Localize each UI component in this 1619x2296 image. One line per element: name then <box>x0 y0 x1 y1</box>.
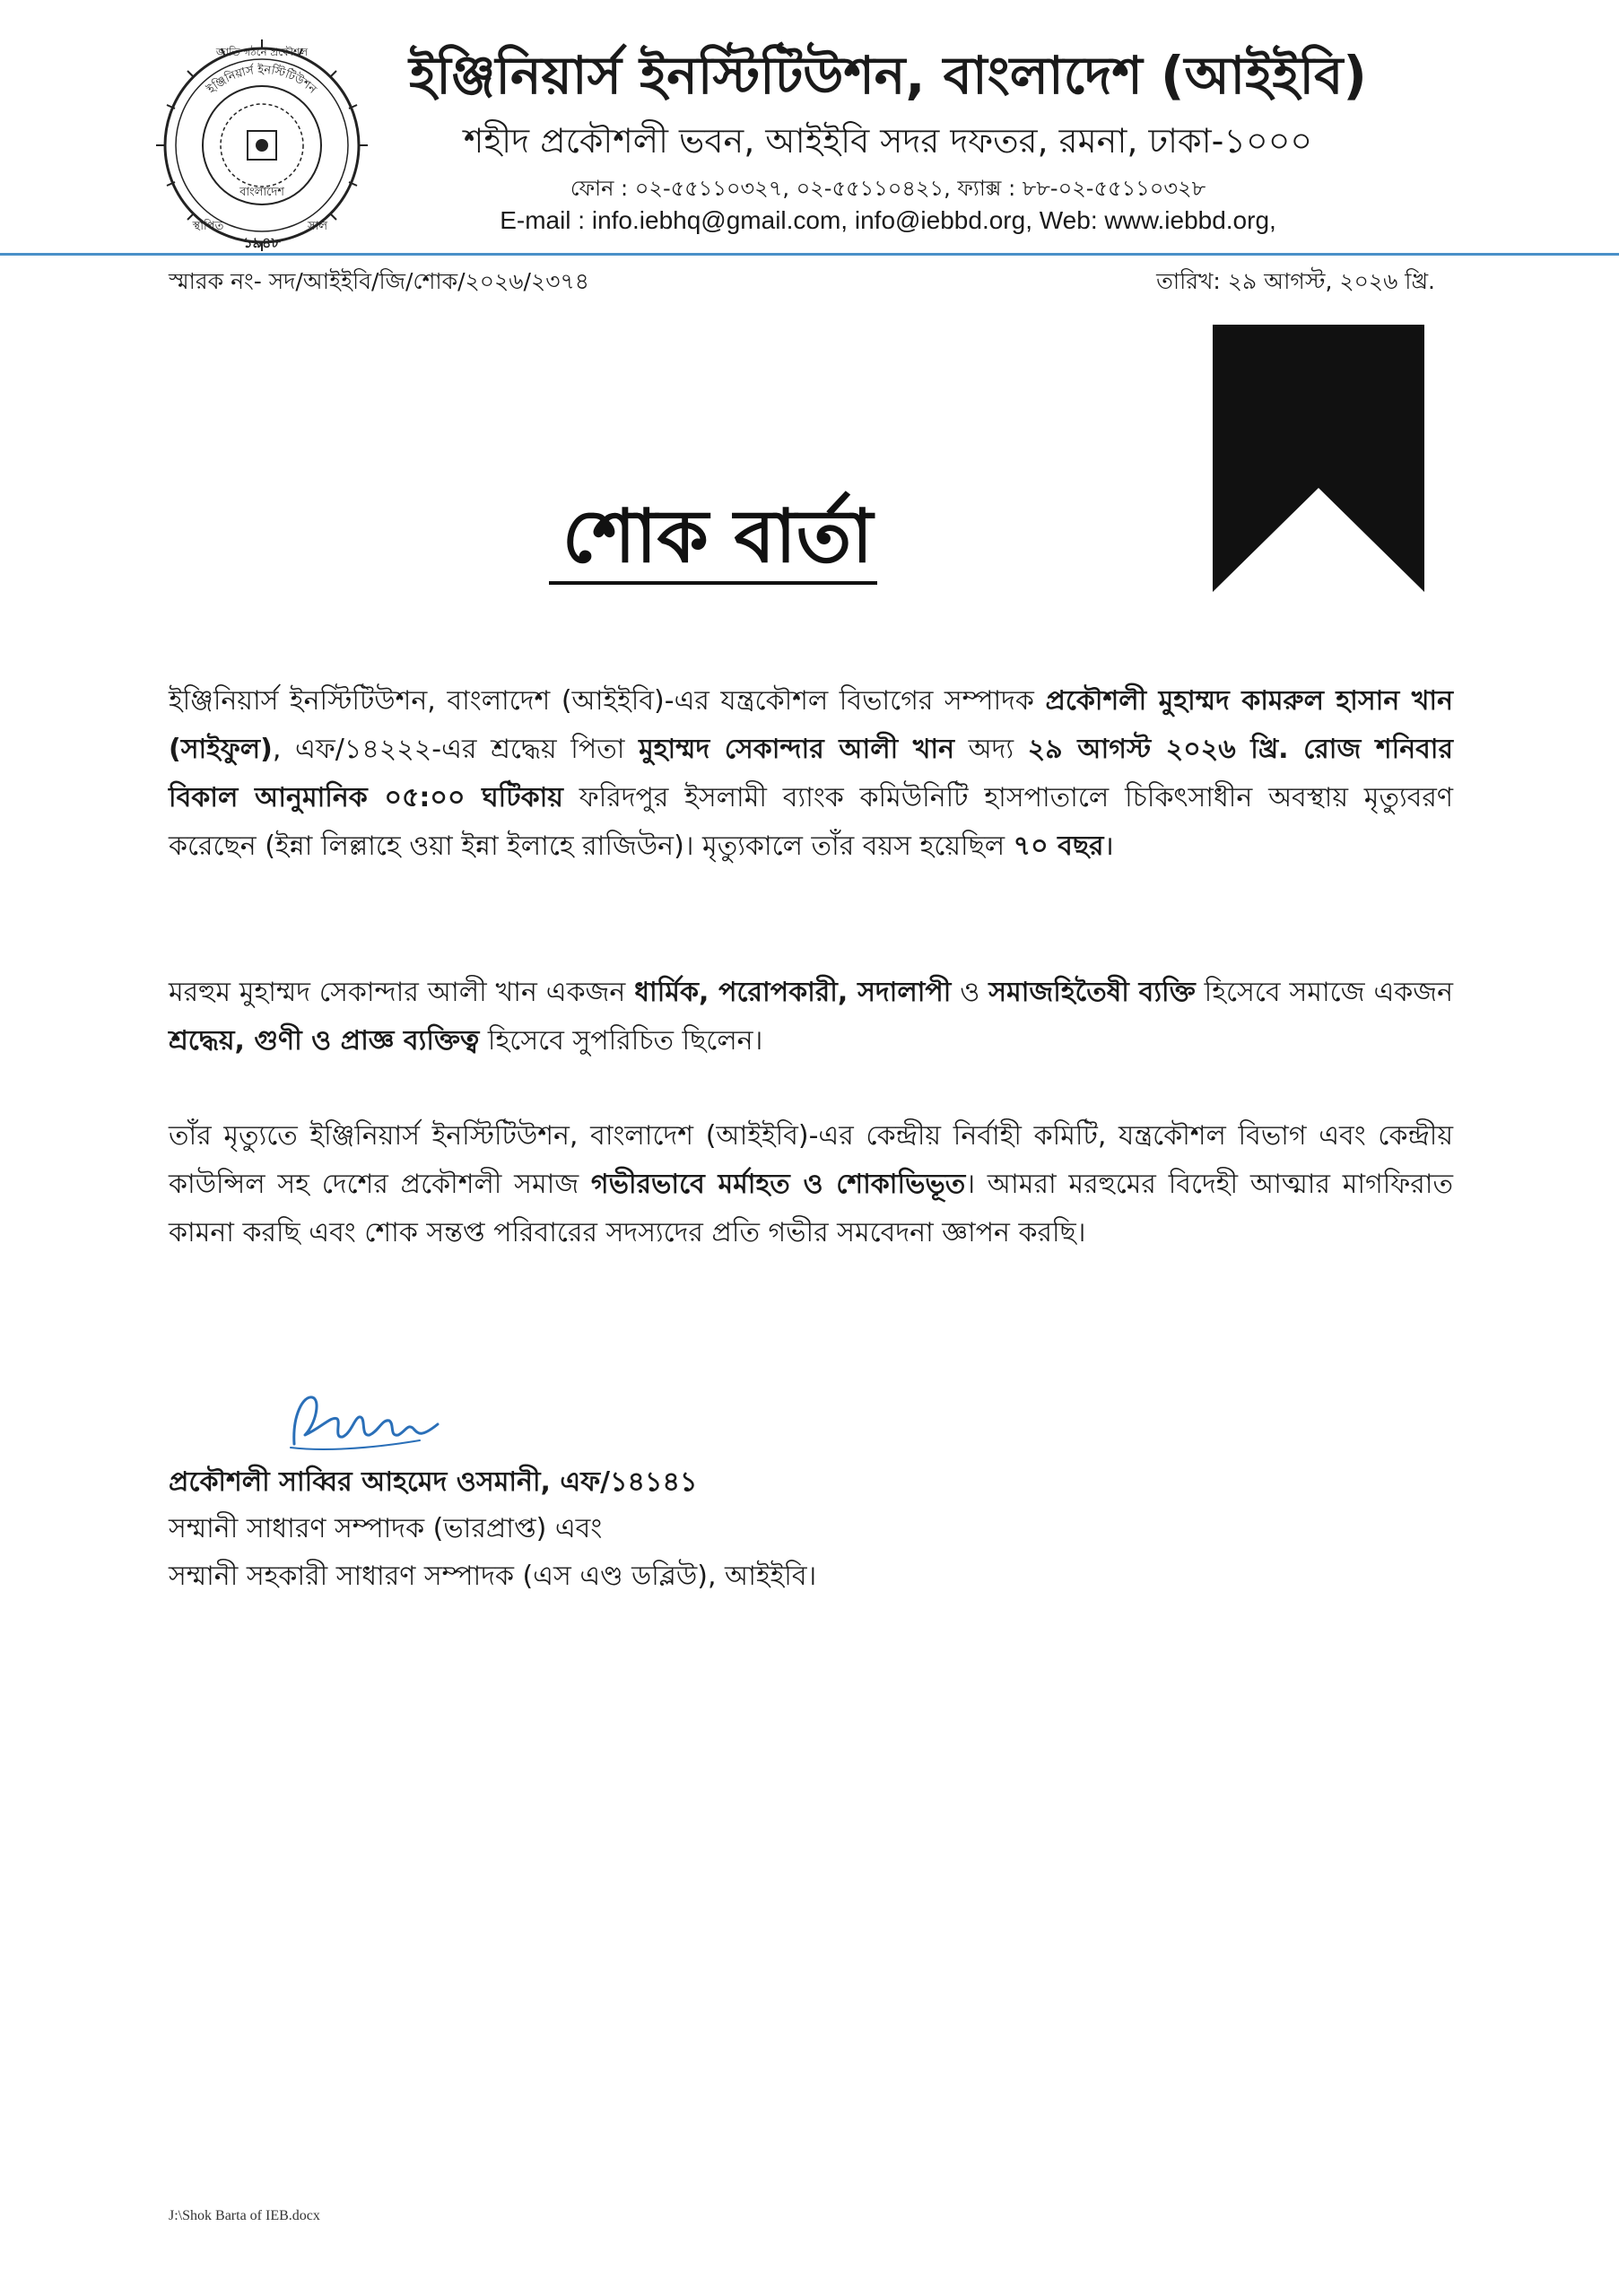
org-contact: E-mail : info.iebhq@gmail.com, info@iebbd.org, Web: www.iebbd.org, <box>500 206 1276 234</box>
mourning-ribbon-icon <box>1213 325 1424 592</box>
bold-text-run: মুহাম্মদ সেকান্দার আলী খান <box>639 734 955 765</box>
handwritten-signature <box>285 1388 447 1460</box>
logo-ring-text: ইঞ্জিনিয়ার্স ইনস্টিটিউশন <box>205 63 319 97</box>
ieb-seal-logo <box>154 36 370 251</box>
text-run: , এফ/১৪২২২-এর শ্রদ্ধেয় পিতা <box>272 734 640 765</box>
text-run: তাঁর মৃত্যুতে ইঞ্জিনিয়ার্স ইনস্টিটিউশন, বাংলাদেশ (আইইবি)-এর কেন্দ্রীয় নির্বাহী কমিটি, যন্ত্রকৌশল বিভাগ এবং কেন্দ্রীয় কাউন্সিল সহ দেশের প্রকৌশলী সমাজ <box>169 1120 1453 1200</box>
bold-text-run: শ্রদ্ধেয়, গুণী ও প্রাজ্ঞ ব্যক্তিত্ব <box>169 1025 480 1057</box>
logo-top-text: জাতি গঠনে প্রকৌশল <box>215 46 309 58</box>
org-address: শহীদ প্রকৌশলী ভবন, আইইবি সদর দফতর, রমনা, ঢাকা-১০০০ <box>463 121 1313 161</box>
bold-text-run: ধার্মিক, পরোপকারী, সদালাপী <box>634 977 952 1008</box>
bold-text-run: সমাজহিতৈষী ব্যক্তি <box>988 977 1196 1008</box>
footer-file-path: J:\Shok Barta of IEB.docx <box>169 2208 320 2223</box>
bold-text-run: ২৯ আগস্ট ২০২৬ খ্রি. রোজ শনিবার বিকাল আনুমানিক ০৫:০০ ঘটিকায় <box>169 734 1454 813</box>
org-phone: ফোন : ০২-৫৫১১০৩২৭, ০২-৫৫১১০৪২১, ফ্যাক্স : ৮৮-০২-৫৫১১০৩২৮ <box>570 176 1206 201</box>
text-run: ও <box>951 977 989 1008</box>
org-name: ইঞ্জিনিয়ার্স ইনস্টিটিউশন, বাংলাদেশ (আইইবি) <box>409 45 1367 106</box>
header-divider <box>0 253 1619 256</box>
bold-text-run: প্রকৌশলী মুহাম্মদ কামরুল হাসান খান (সাইফুল) <box>169 685 1453 765</box>
logo-year: ১৯৪৮ <box>243 234 281 251</box>
title-underline <box>549 581 877 585</box>
memo-reference: স্মারক নং- সদ/আইইবি/জি/শোক/২০২৬/২৩৭৪ <box>169 268 589 294</box>
signatory-title-1: সম্মানী সাধারণ সম্পাদক (ভারপ্রাপ্ত) এবং <box>169 1513 603 1544</box>
text-run: ইঞ্জিনিয়ার্স ইনস্টিটিউশন, বাংলাদেশ (আইইবি)-এর যন্ত্রকৌশল বিভাগের সম্পাদক <box>169 685 1046 717</box>
text-run: । আমরা মরহুমের বিদেহী আত্মার মাগফিরাত কামনা করছি এবং শোক সন্তপ্ত পরিবারের সদস্যদের প্রতি গভীর সমবেদনা জ্ঞাপন করছি। <box>169 1169 1453 1248</box>
text-run: অদ্য <box>954 734 1028 765</box>
logo-bottom-right: সাল <box>307 220 328 233</box>
body-paragraph-3 <box>169 1112 1453 1257</box>
text-run: হিসেবে সুপরিচিত ছিলেন। <box>479 1025 763 1057</box>
text-run: । <box>1103 831 1114 862</box>
text-run: মরহুম মুহাম্মদ সেকান্দার আলী খান একজন <box>169 977 635 1008</box>
bold-text-run: গভীরভাবে মর্মাহত ও শোকাভিভূত <box>590 1169 966 1200</box>
logo-center-text: বাংলাদেশ <box>239 186 284 199</box>
text-run: হিসেবে সমাজে একজন <box>1195 977 1454 1008</box>
bold-text-run: ৭০ বছর <box>1013 831 1104 862</box>
memo-date: তারিখ: ২৯ আগস্ট, ২০২৬ খ্রি. <box>1156 268 1435 294</box>
logo-bottom-left: স্থাপিত <box>192 220 224 233</box>
signatory-name: প্রকৌশলী সাব্বির আহমেদ ওসমানী, এফ/১৪১৪১ <box>169 1466 698 1498</box>
svg-text:ইঞ্জিনিয়ার্স ইনস্টিটিউশন <box>204 63 318 97</box>
signatory-title-2: সম্মানী সহকারী সাধারণ সম্পাদক (এস এণ্ড ডব্লিউ), আইইবি। <box>169 1561 817 1592</box>
document-title: শোক বার্তা <box>561 494 874 579</box>
text-run: ফরিদপুর ইসলামী ব্যাংক কমিউনিটি হাসপাতালে চিকিৎসাধীন অবস্থায় মৃত্যুবরণ করেছেন (ইন্না লিল্লাহে ওয়া ইন্না ইলাহে রাজিউন)। মৃত্যুকালে তাঁর বয়স হয়েছিল <box>169 782 1453 862</box>
body-paragraph-2 <box>169 969 1453 1065</box>
body-paragraph-1 <box>169 677 1453 871</box>
